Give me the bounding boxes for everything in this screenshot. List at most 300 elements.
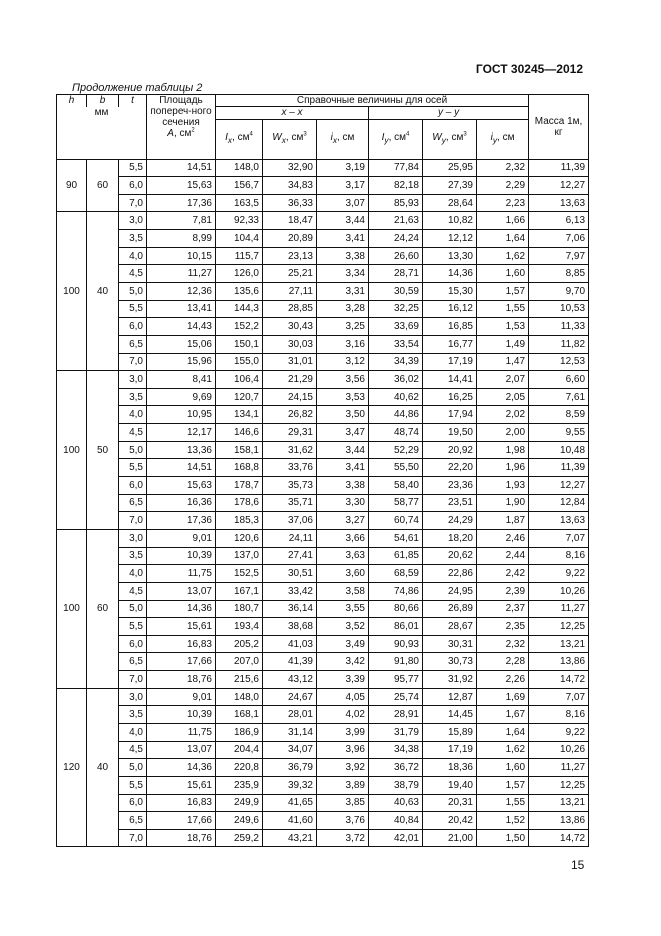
table-cell: 3,42 bbox=[317, 653, 369, 671]
table-continuation-label: Продолжение таблицы 2 bbox=[72, 82, 203, 94]
table-cell: 52,29 bbox=[369, 441, 423, 459]
table-cell: 10,82 bbox=[423, 212, 477, 230]
table-cell: 13,63 bbox=[529, 512, 589, 530]
table-cell: 5,0 bbox=[119, 759, 147, 777]
table-cell: 148,0 bbox=[216, 159, 263, 177]
table-cell: 28,91 bbox=[369, 706, 423, 724]
table-cell: 7,07 bbox=[529, 688, 589, 706]
ix-moment-unit: , см bbox=[232, 132, 250, 143]
table-cell: 12,87 bbox=[423, 688, 477, 706]
table-cell: 9,22 bbox=[529, 565, 589, 583]
table-cell: 18,20 bbox=[423, 529, 477, 547]
table-cell: 9,70 bbox=[529, 282, 589, 300]
table-cell: 14,43 bbox=[147, 318, 216, 336]
table-cell: 6,0 bbox=[119, 794, 147, 812]
table-cell: 41,39 bbox=[263, 653, 317, 671]
table-cell: 20,89 bbox=[263, 230, 317, 248]
area-label: Площадь попереч-ного сечения bbox=[150, 95, 212, 128]
wy-symbol: W bbox=[432, 132, 442, 143]
table-row bbox=[57, 477, 589, 495]
table-cell: 38,68 bbox=[263, 618, 317, 636]
table-row bbox=[57, 724, 589, 742]
table-cell: 3,31 bbox=[317, 282, 369, 300]
table-cell: 120,6 bbox=[216, 529, 263, 547]
table-cell: 12,12 bbox=[423, 230, 477, 248]
iy-radius-unit: , см bbox=[497, 132, 515, 143]
table-cell: 19,50 bbox=[423, 424, 477, 442]
table-cell: 3,50 bbox=[317, 406, 369, 424]
table-cell: 7,0 bbox=[119, 512, 147, 530]
table-cell: 33,69 bbox=[369, 318, 423, 336]
table-cell: 3,41 bbox=[317, 230, 369, 248]
table-cell: 2,29 bbox=[477, 177, 529, 195]
table-cell: 2,37 bbox=[477, 600, 529, 618]
table-cell: 8,99 bbox=[147, 230, 216, 248]
table-row bbox=[57, 388, 589, 406]
table-cell: 16,12 bbox=[423, 300, 477, 318]
page-number: 15 bbox=[571, 858, 585, 872]
table-cell: 4,5 bbox=[119, 741, 147, 759]
table-cell: 42,01 bbox=[369, 829, 423, 847]
area-symbol: A bbox=[167, 128, 174, 139]
table-cell: 16,83 bbox=[147, 794, 216, 812]
table-cell: 8,85 bbox=[529, 265, 589, 283]
ix-radius-sub: x bbox=[332, 135, 337, 145]
table-row bbox=[57, 424, 589, 442]
table-cell: 2,35 bbox=[477, 618, 529, 636]
table-cell: 16,25 bbox=[423, 388, 477, 406]
table-row bbox=[57, 635, 589, 653]
table-cell: 1,57 bbox=[477, 776, 529, 794]
table-cell: 58,77 bbox=[369, 494, 423, 512]
table-cell: 1,57 bbox=[477, 282, 529, 300]
table-row bbox=[57, 177, 589, 195]
table-cell: 7,81 bbox=[147, 212, 216, 230]
table-cell: 13,21 bbox=[529, 635, 589, 653]
table-cell: 14,41 bbox=[423, 371, 477, 389]
table-cell: 126,0 bbox=[216, 265, 263, 283]
table-cell: 9,01 bbox=[147, 688, 216, 706]
table-cell: 2,46 bbox=[477, 529, 529, 547]
col-t-header: t bbox=[119, 95, 147, 107]
table-cell: 24,95 bbox=[423, 582, 477, 600]
table-cell: 3,30 bbox=[317, 494, 369, 512]
table-cell: 1,55 bbox=[477, 300, 529, 318]
table-cell: 168,8 bbox=[216, 459, 263, 477]
table-cell: 3,44 bbox=[317, 441, 369, 459]
table-cell: 15,63 bbox=[147, 177, 216, 195]
table-row bbox=[57, 812, 589, 830]
table-cell: 5,5 bbox=[119, 300, 147, 318]
table-row bbox=[57, 230, 589, 248]
table-cell: 14,36 bbox=[147, 600, 216, 618]
table-cell: 31,14 bbox=[263, 724, 317, 742]
table-cell: 259,2 bbox=[216, 829, 263, 847]
reference-values-header: Справочные величины для осей bbox=[216, 95, 529, 107]
table-cell: 9,69 bbox=[147, 388, 216, 406]
table-cell: 2,39 bbox=[477, 582, 529, 600]
table-cell: 5,5 bbox=[119, 459, 147, 477]
table-cell: 12,25 bbox=[529, 776, 589, 794]
table-cell: 23,13 bbox=[263, 247, 317, 265]
ix-moment-power: 4 bbox=[249, 131, 253, 138]
table-cell: 3,52 bbox=[317, 618, 369, 636]
table-cell: 1,60 bbox=[477, 265, 529, 283]
ix-moment-symbol: I bbox=[225, 132, 228, 143]
table-row bbox=[57, 618, 589, 636]
table-cell: 6,5 bbox=[119, 812, 147, 830]
table-cell: 3,25 bbox=[317, 318, 369, 336]
table-cell: 41,65 bbox=[263, 794, 317, 812]
table-cell: 11,27 bbox=[529, 600, 589, 618]
ix-moment-sub: x bbox=[227, 135, 233, 145]
table-cell: 215,6 bbox=[216, 671, 263, 689]
table-row bbox=[57, 406, 589, 424]
area-unit-power: 2 bbox=[191, 127, 195, 134]
table-cell: 3,96 bbox=[317, 741, 369, 759]
table-cell: 37,06 bbox=[263, 512, 317, 530]
axis-y-header bbox=[369, 107, 529, 120]
table-cell: 4,5 bbox=[119, 265, 147, 283]
table-cell: 20,62 bbox=[423, 547, 477, 565]
col-iy-radius-header bbox=[477, 119, 529, 159]
table-cell: 2,00 bbox=[477, 424, 529, 442]
table-cell: 3,49 bbox=[317, 635, 369, 653]
table-cell: 14,36 bbox=[147, 759, 216, 777]
table-cell: 9,55 bbox=[529, 424, 589, 442]
table-cell: 77,84 bbox=[369, 159, 423, 177]
table-cell: 34,38 bbox=[369, 741, 423, 759]
table-cell: 9,22 bbox=[529, 724, 589, 742]
table-cell: 3,27 bbox=[317, 512, 369, 530]
table-cell: 21,63 bbox=[369, 212, 423, 230]
table-cell: 61,85 bbox=[369, 547, 423, 565]
table-cell: 178,6 bbox=[216, 494, 263, 512]
group-h-cell: 120 bbox=[57, 688, 87, 847]
table-cell: 3,0 bbox=[119, 212, 147, 230]
table-cell: 3,5 bbox=[119, 230, 147, 248]
table-cell: 6,13 bbox=[529, 212, 589, 230]
table-cell: 28,85 bbox=[263, 300, 317, 318]
table-cell: 3,0 bbox=[119, 529, 147, 547]
table-cell: 11,39 bbox=[529, 459, 589, 477]
table-cell: 1,64 bbox=[477, 724, 529, 742]
col-iy-moment-header bbox=[369, 119, 423, 159]
table-cell: 28,71 bbox=[369, 265, 423, 283]
table-cell: 3,99 bbox=[317, 724, 369, 742]
table-cell: 13,86 bbox=[529, 812, 589, 830]
table-row bbox=[57, 829, 589, 847]
table-cell: 1,87 bbox=[477, 512, 529, 530]
table-cell: 16,83 bbox=[147, 635, 216, 653]
table-cell: 134,1 bbox=[216, 406, 263, 424]
table-cell: 3,38 bbox=[317, 477, 369, 495]
table-cell: 104,4 bbox=[216, 230, 263, 248]
table-cell: 2,26 bbox=[477, 671, 529, 689]
table-cell: 10,26 bbox=[529, 582, 589, 600]
table-cell: 2,28 bbox=[477, 653, 529, 671]
table-cell: 30,03 bbox=[263, 335, 317, 353]
table-cell: 18,47 bbox=[263, 212, 317, 230]
table-cell: 31,92 bbox=[423, 671, 477, 689]
table-row bbox=[57, 353, 589, 371]
table-cell: 2,44 bbox=[477, 547, 529, 565]
table-cell: 11,33 bbox=[529, 318, 589, 336]
table-cell: 15,96 bbox=[147, 353, 216, 371]
table-cell: 205,2 bbox=[216, 635, 263, 653]
table-cell: 16,36 bbox=[147, 494, 216, 512]
table-cell: 180,7 bbox=[216, 600, 263, 618]
table-row bbox=[57, 371, 589, 389]
table-cell: 13,41 bbox=[147, 300, 216, 318]
table-cell: 30,51 bbox=[263, 565, 317, 583]
table-cell: 4,05 bbox=[317, 688, 369, 706]
col-area-header bbox=[147, 95, 216, 160]
table-cell: 3,34 bbox=[317, 265, 369, 283]
table-cell: 10,48 bbox=[529, 441, 589, 459]
table-cell: 185,3 bbox=[216, 512, 263, 530]
table-cell: 8,16 bbox=[529, 547, 589, 565]
col-mass-header: Масса 1м, кг bbox=[529, 95, 589, 160]
table-cell: 3,0 bbox=[119, 688, 147, 706]
table-cell: 11,82 bbox=[529, 335, 589, 353]
table-row bbox=[57, 159, 589, 177]
table-row bbox=[57, 688, 589, 706]
table-cell: 36,79 bbox=[263, 759, 317, 777]
table-cell: 86,01 bbox=[369, 618, 423, 636]
table-cell: 13,21 bbox=[529, 794, 589, 812]
table-cell: 3,92 bbox=[317, 759, 369, 777]
table-cell: 120,7 bbox=[216, 388, 263, 406]
axis-y-label: y – y bbox=[437, 107, 460, 118]
group-b-cell: 50 bbox=[87, 371, 119, 530]
table-cell: 7,61 bbox=[529, 388, 589, 406]
table-cell: 19,40 bbox=[423, 776, 477, 794]
table-cell: 60,74 bbox=[369, 512, 423, 530]
table-cell: 17,36 bbox=[147, 194, 216, 212]
col-wy-header bbox=[423, 119, 477, 159]
table-cell: 21,00 bbox=[423, 829, 477, 847]
table-cell: 43,21 bbox=[263, 829, 317, 847]
table-cell: 10,39 bbox=[147, 547, 216, 565]
units-mm-header: мм bbox=[57, 107, 147, 160]
table-cell: 5,0 bbox=[119, 282, 147, 300]
table-cell: 4,5 bbox=[119, 424, 147, 442]
table-cell: 14,51 bbox=[147, 459, 216, 477]
wx-sub: x bbox=[281, 135, 286, 145]
table-cell: 36,02 bbox=[369, 371, 423, 389]
table-row bbox=[57, 282, 589, 300]
table-cell: 33,76 bbox=[263, 459, 317, 477]
table-cell: 44,86 bbox=[369, 406, 423, 424]
table-cell: 40,62 bbox=[369, 388, 423, 406]
table-cell: 9,01 bbox=[147, 529, 216, 547]
table-cell: 3,17 bbox=[317, 177, 369, 195]
table-row bbox=[57, 653, 589, 671]
table-cell: 7,0 bbox=[119, 194, 147, 212]
table-cell: 8,16 bbox=[529, 706, 589, 724]
table-cell: 10,39 bbox=[147, 706, 216, 724]
table-cell: 36,33 bbox=[263, 194, 317, 212]
table-cell: 25,74 bbox=[369, 688, 423, 706]
table-cell: 24,24 bbox=[369, 230, 423, 248]
table-cell: 1,60 bbox=[477, 759, 529, 777]
table-cell: 146,6 bbox=[216, 424, 263, 442]
table-cell: 4,0 bbox=[119, 724, 147, 742]
table-cell: 1,55 bbox=[477, 794, 529, 812]
table-cell: 15,06 bbox=[147, 335, 216, 353]
table-cell: 27,41 bbox=[263, 547, 317, 565]
group-b-cell: 60 bbox=[87, 159, 119, 212]
table-cell: 168,1 bbox=[216, 706, 263, 724]
table-cell: 3,39 bbox=[317, 671, 369, 689]
group-h-cell: 100 bbox=[57, 371, 87, 530]
col-h-header: h bbox=[57, 95, 87, 107]
table-cell: 18,76 bbox=[147, 829, 216, 847]
table-cell: 26,82 bbox=[263, 406, 317, 424]
table-cell: 3,0 bbox=[119, 371, 147, 389]
table-cell: 3,85 bbox=[317, 794, 369, 812]
table-row bbox=[57, 318, 589, 336]
table-cell: 115,7 bbox=[216, 247, 263, 265]
table-cell: 36,72 bbox=[369, 759, 423, 777]
profile-properties-table bbox=[56, 94, 589, 847]
table-cell: 6,60 bbox=[529, 371, 589, 389]
table-cell: 95,77 bbox=[369, 671, 423, 689]
table-row bbox=[57, 212, 589, 230]
table-cell: 8,41 bbox=[147, 371, 216, 389]
table-cell: 4,0 bbox=[119, 565, 147, 583]
table-cell: 106,4 bbox=[216, 371, 263, 389]
table-cell: 15,30 bbox=[423, 282, 477, 300]
table-cell: 12,27 bbox=[529, 477, 589, 495]
table-cell: 5,5 bbox=[119, 159, 147, 177]
table-cell: 26,60 bbox=[369, 247, 423, 265]
table-cell: 31,79 bbox=[369, 724, 423, 742]
table-cell: 204,4 bbox=[216, 741, 263, 759]
table-row bbox=[57, 494, 589, 512]
table-cell: 1,98 bbox=[477, 441, 529, 459]
table-cell: 41,03 bbox=[263, 635, 317, 653]
group-h-cell: 100 bbox=[57, 529, 87, 688]
table-cell: 13,86 bbox=[529, 653, 589, 671]
table-cell: 22,20 bbox=[423, 459, 477, 477]
table-cell: 5,5 bbox=[119, 776, 147, 794]
table-cell: 17,19 bbox=[423, 353, 477, 371]
table-row bbox=[57, 529, 589, 547]
table-cell: 167,1 bbox=[216, 582, 263, 600]
table-cell: 3,28 bbox=[317, 300, 369, 318]
table-cell: 39,32 bbox=[263, 776, 317, 794]
table-cell: 16,85 bbox=[423, 318, 477, 336]
table-cell: 17,66 bbox=[147, 812, 216, 830]
table-cell: 27,11 bbox=[263, 282, 317, 300]
table-cell: 6,0 bbox=[119, 635, 147, 653]
table-cell: 18,76 bbox=[147, 671, 216, 689]
table-cell: 18,36 bbox=[423, 759, 477, 777]
table-cell: 2,23 bbox=[477, 194, 529, 212]
table-cell: 35,71 bbox=[263, 494, 317, 512]
table-cell: 6,0 bbox=[119, 477, 147, 495]
wy-power: 3 bbox=[463, 131, 467, 138]
table-cell: 38,79 bbox=[369, 776, 423, 794]
table-cell: 17,36 bbox=[147, 512, 216, 530]
table-cell: 235,9 bbox=[216, 776, 263, 794]
table-row bbox=[57, 512, 589, 530]
table-header bbox=[57, 95, 589, 160]
table-cell: 1,90 bbox=[477, 494, 529, 512]
table-cell: 4,02 bbox=[317, 706, 369, 724]
table-cell: 249,6 bbox=[216, 812, 263, 830]
table-cell: 20,31 bbox=[423, 794, 477, 812]
table-cell: 20,92 bbox=[423, 441, 477, 459]
iy-moment-symbol: I bbox=[381, 132, 385, 143]
table-cell: 26,89 bbox=[423, 600, 477, 618]
table-cell: 14,72 bbox=[529, 829, 589, 847]
table-cell: 3,07 bbox=[317, 194, 369, 212]
table-cell: 13,07 bbox=[147, 741, 216, 759]
table-cell: 3,56 bbox=[317, 371, 369, 389]
table-cell: 3,76 bbox=[317, 812, 369, 830]
wx-unit: , см bbox=[285, 132, 304, 143]
table-cell: 28,64 bbox=[423, 194, 477, 212]
table-cell: 22,86 bbox=[423, 565, 477, 583]
table-cell: 193,4 bbox=[216, 618, 263, 636]
table-cell: 3,19 bbox=[317, 159, 369, 177]
table-cell: 3,60 bbox=[317, 565, 369, 583]
table-cell: 3,66 bbox=[317, 529, 369, 547]
table-cell: 11,39 bbox=[529, 159, 589, 177]
table-cell: 33,42 bbox=[263, 582, 317, 600]
table-cell: 1,62 bbox=[477, 741, 529, 759]
table-cell: 13,07 bbox=[147, 582, 216, 600]
table-cell: 21,29 bbox=[263, 371, 317, 389]
iy-moment-unit: , см bbox=[388, 132, 407, 143]
table-cell: 34,39 bbox=[369, 353, 423, 371]
table-cell: 155,0 bbox=[216, 353, 263, 371]
table-cell: 3,12 bbox=[317, 353, 369, 371]
table-cell: 24,67 bbox=[263, 688, 317, 706]
iy-moment-sub: y bbox=[384, 135, 389, 145]
table-cell: 55,50 bbox=[369, 459, 423, 477]
table-cell: 2,07 bbox=[477, 371, 529, 389]
table-cell: 25,21 bbox=[263, 265, 317, 283]
table-row bbox=[57, 547, 589, 565]
table-cell: 163,5 bbox=[216, 194, 263, 212]
table-cell: 3,38 bbox=[317, 247, 369, 265]
table-cell: 207,0 bbox=[216, 653, 263, 671]
table-row bbox=[57, 459, 589, 477]
table-cell: 3,41 bbox=[317, 459, 369, 477]
table-cell: 30,31 bbox=[423, 635, 477, 653]
table-cell: 28,01 bbox=[263, 706, 317, 724]
table-cell: 1,67 bbox=[477, 706, 529, 724]
table-cell: 6,5 bbox=[119, 494, 147, 512]
table-cell: 135,6 bbox=[216, 282, 263, 300]
table-cell: 41,60 bbox=[263, 812, 317, 830]
table-cell: 148,0 bbox=[216, 688, 263, 706]
table-cell: 12,17 bbox=[147, 424, 216, 442]
table-cell: 11,27 bbox=[147, 265, 216, 283]
table-cell: 1,69 bbox=[477, 688, 529, 706]
table-cell: 12,84 bbox=[529, 494, 589, 512]
table-cell: 158,1 bbox=[216, 441, 263, 459]
table-cell: 43,12 bbox=[263, 671, 317, 689]
table-cell: 80,66 bbox=[369, 600, 423, 618]
table-cell: 1,47 bbox=[477, 353, 529, 371]
table-cell: 3,5 bbox=[119, 706, 147, 724]
table-cell: 11,27 bbox=[529, 759, 589, 777]
